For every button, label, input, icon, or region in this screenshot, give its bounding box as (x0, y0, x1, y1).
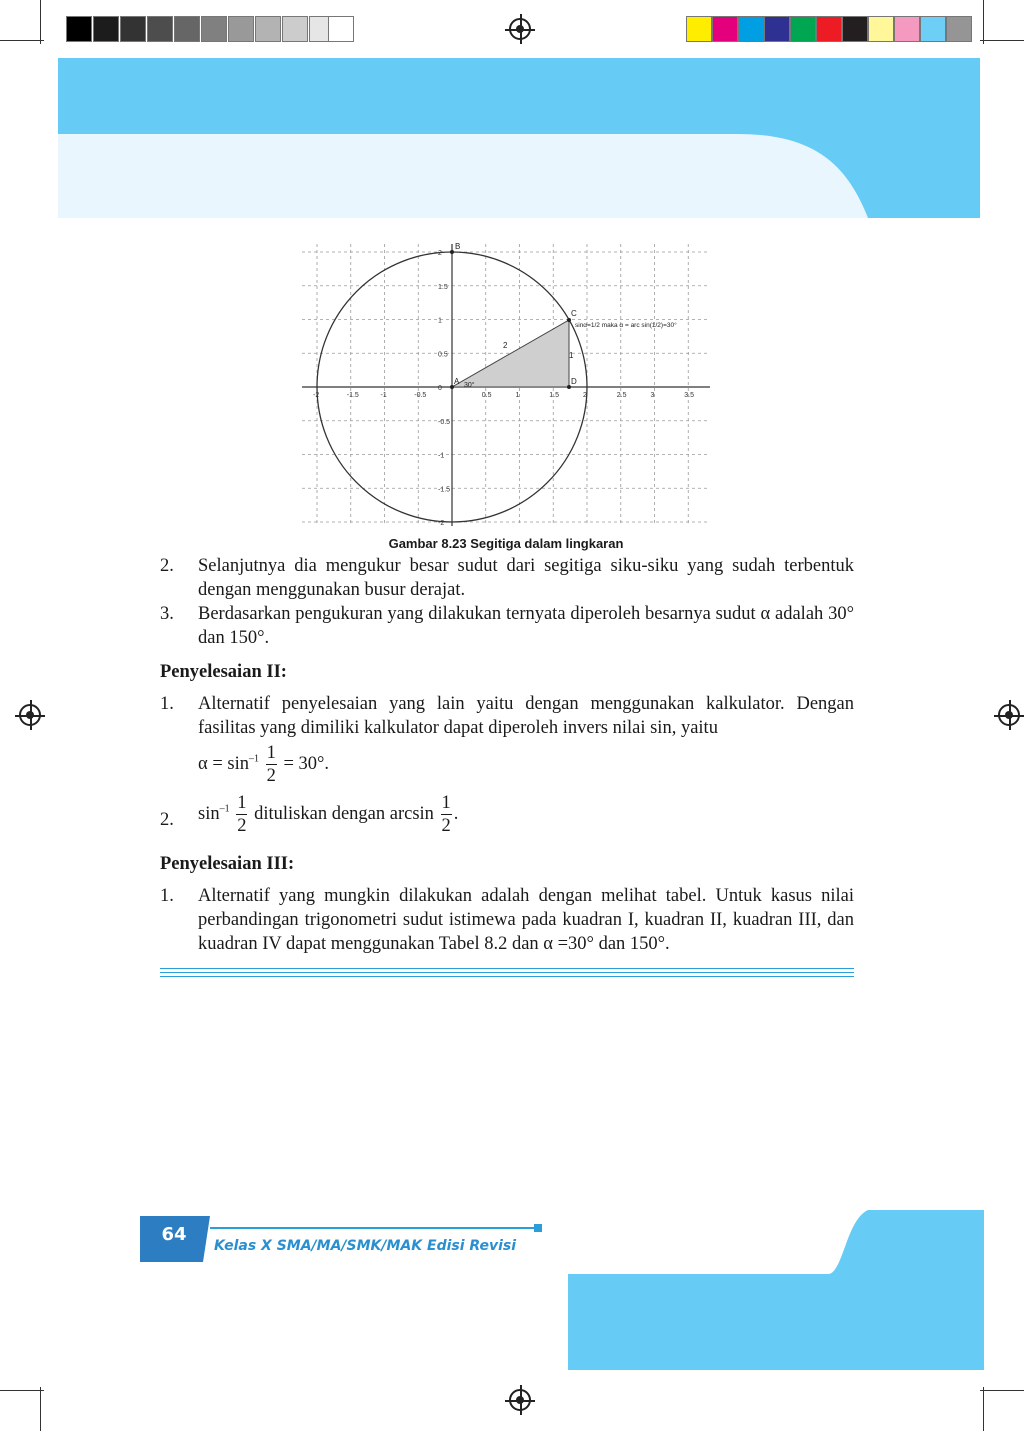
footer-decoration (568, 1210, 984, 1370)
list-item-text: Alternatif yang mungkin dilakukan adalah dengan melihat tabel. Untuk kasus nilai perbandingan trigonometri sudut istimewa pada kuadran I, kuadran II, kuadran III, dan kuadran IV dapat menggunakan Tabel 8.2 dan α =30° dan 150°. (198, 886, 854, 954)
sin-text: sin (198, 803, 220, 824)
swatch-red (816, 16, 842, 42)
swatch-light-yellow (868, 16, 894, 42)
registration-mark-left (19, 704, 41, 726)
list-number: 3. (160, 604, 174, 624)
formula-sup: –1 (248, 753, 259, 765)
x-tick-label: 3 (650, 392, 655, 399)
y-tick-label: 0 (438, 385, 442, 392)
formula-lhs: α = sin (198, 753, 249, 774)
figure-caption: Gambar 8.23 Segitiga dalam lingkaran (388, 536, 624, 551)
section-heading: Penyelesaian II: (160, 662, 287, 682)
list-number: 1. (160, 694, 174, 714)
x-tick-label: 3.5 (684, 392, 694, 399)
swatch-blue (764, 16, 790, 42)
unit-circle-figure (296, 238, 716, 530)
x-tick-label: 1 (515, 392, 520, 399)
registration-mark-bottom (509, 1389, 531, 1411)
angle-label: 30° (464, 382, 475, 389)
swatch-magenta (712, 16, 738, 42)
registration-mark-right (998, 704, 1020, 726)
swatch-pink (894, 16, 920, 42)
swatch-6 (201, 16, 227, 42)
x-tick-label: -2 (313, 392, 320, 399)
x-tick-label: 1.5 (549, 392, 559, 399)
y-tick-label: -1 (438, 452, 445, 460)
list-number: 2. (160, 810, 174, 830)
fraction: $\frac{1}{2}$ (266, 743, 276, 786)
y-tick-label: -0.5 (438, 418, 451, 426)
swatch-cyan (738, 16, 764, 42)
point-b (450, 250, 454, 254)
label-d: D (571, 377, 577, 386)
label-b: B (455, 242, 461, 251)
list-item-text: Alternatif penyelesaian yang lain yaitu dengan menggunakan kalkulator. Dengan fasilitas yang dimiliki kalkulator dapat diperoleh invers nilai sin, yaitu (198, 694, 854, 738)
list-item-text: Berdasarkan pengukuran yang dilakukan ternyata diperoleh besarnya sudut α adalah 30° dan 150°. (198, 604, 854, 648)
y-tick-label: -2 (438, 520, 445, 527)
swatch-2 (93, 16, 119, 42)
swatch-yellow (686, 16, 712, 42)
y-tick-label: 1.5 (438, 283, 448, 291)
swatch-8 (255, 16, 281, 42)
x-tick-label: -1.5 (346, 392, 359, 399)
point-c (567, 318, 571, 322)
formula-arcsin: $\sin^{-1}$ $\frac{1}{2}$ dituliskan dengan arcsin $\frac{1}{2}$ . (198, 793, 459, 836)
x-tick-label: 2.5 (616, 392, 627, 399)
label-c: C (571, 309, 577, 318)
formula-rhs: = 30°. (283, 753, 330, 774)
book-title: Kelas X SMA/MA/SMK/MAK Edisi Revisi (214, 1238, 517, 1254)
footer-line (210, 1227, 536, 1229)
header-banner (58, 58, 980, 218)
fraction: $\frac{1}{2}$ (237, 793, 247, 836)
divider-line (160, 968, 854, 969)
y-tick-label: 1 (438, 317, 442, 325)
divider-line (160, 972, 854, 973)
swatch-black (842, 16, 868, 42)
fraction: $\frac{1}{2}$ (441, 793, 451, 836)
list-number: 1. (160, 886, 174, 906)
y-tick-label: 2 (438, 250, 442, 257)
y-tick-label: -1.5 (438, 486, 451, 494)
swatch-5 (174, 16, 200, 42)
list-number: 2. (160, 556, 174, 576)
formula-inverse-sin (198, 742, 329, 787)
swatch-green (790, 16, 816, 42)
swatch-3 (120, 16, 146, 42)
section-heading: Penyelesaian III: (160, 854, 295, 874)
list-item-text: Selanjutnya dia mengukur besar sudut dari segitiga siku-siku yang sudah terbentuk dengan menggunakan busur derajat. (198, 556, 854, 600)
y-tick-label: 0.5 (438, 351, 448, 359)
divider-line (160, 976, 854, 977)
x-tick-label: 0.5 (481, 392, 492, 399)
swatch-11 (328, 16, 354, 42)
side-label-opp: 1 (569, 351, 574, 360)
x-tick-label: -1 (380, 392, 387, 399)
x-tick-label: 2 (583, 392, 587, 399)
annotation-text: sinα=1/2 maka α = arc sin(1/2)=30° (575, 322, 677, 329)
swatch-7 (228, 16, 254, 42)
swatch-light-cyan (920, 16, 946, 42)
page-number: 64 (161, 1224, 187, 1245)
arcsin-text: dituliskan dengan arcsin (254, 803, 434, 824)
swatch-9 (282, 16, 308, 42)
side-label-hyp: 2 (503, 341, 508, 350)
swatch-4 (147, 16, 173, 42)
swatch-gray (946, 16, 972, 42)
registration-mark-top (509, 18, 531, 40)
footer-line-end (534, 1224, 542, 1232)
swatch-1 (66, 16, 92, 42)
label-a: A (454, 377, 460, 386)
x-tick-label: -0.5 (414, 392, 427, 399)
